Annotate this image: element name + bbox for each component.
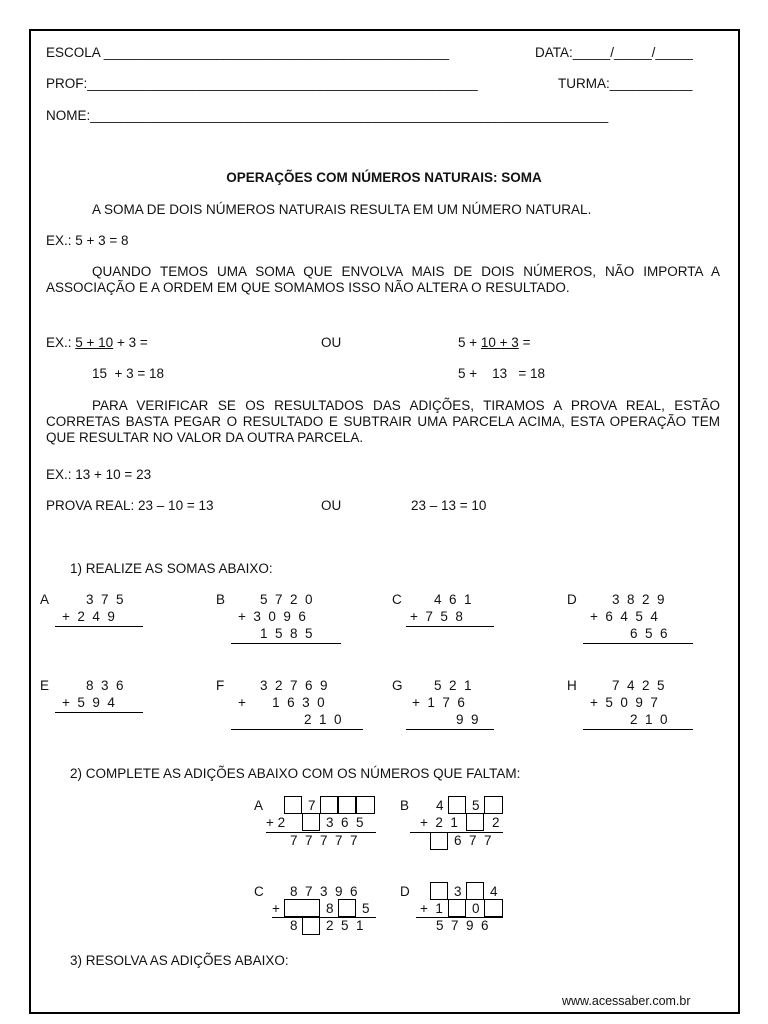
fill-c-blank[interactable]	[284, 899, 320, 917]
question-1-title: 1) REALIZE AS SOMAS ABAIXO:	[70, 561, 273, 576]
item-d-row2: + 6 4 5 4	[590, 609, 658, 624]
fill-d-row1-mid: 3	[454, 884, 462, 899]
item-d-row1: 3 8 2 9	[612, 592, 665, 607]
item-a-row1: 3 7 5	[86, 592, 124, 607]
fill-d-blank[interactable]	[466, 882, 484, 900]
proof-ou: OU	[321, 498, 342, 513]
proof-left: PROVA REAL: 23 – 10 = 13	[46, 498, 214, 513]
fill-b-blank[interactable]	[466, 813, 484, 831]
fill-b-row2-right: 2	[492, 815, 500, 830]
item-b-label: B	[216, 592, 226, 607]
fill-c-row2-mid: 8	[326, 901, 334, 916]
fill-a-label: A	[254, 798, 264, 813]
item-c-row2: + 7 5 8	[410, 609, 463, 624]
fill-d-blank[interactable]	[430, 882, 448, 900]
example-2-right-result: 5 + 13 = 18	[458, 366, 546, 381]
fill-a-row2-left: + 2	[266, 815, 286, 830]
fill-b-blank[interactable]	[484, 796, 503, 814]
item-h-row2: + 5 0 9 7	[590, 695, 658, 710]
item-h-label: H	[567, 678, 577, 693]
page-title: OPERAÇÕES COM NÚMEROS NATURAIS: SOMA	[226, 170, 542, 185]
item-d-rule	[583, 643, 693, 644]
item-a-label: A	[40, 592, 50, 607]
fill-d-row2-left: + 1	[420, 901, 443, 916]
fill-d-row1-right: 4	[490, 884, 498, 899]
item-d-row3: 6 5 6	[630, 626, 668, 641]
item-f-row2: + 1 6 3 0	[238, 695, 325, 710]
fill-c-result-right: 2 5 1	[326, 918, 364, 933]
fill-a-blank[interactable]	[356, 796, 375, 814]
question-2-title: 2) COMPLETE AS ADIÇÕES ABAIXO COM OS NÚMEROS QUE FALTAM:	[70, 766, 521, 781]
item-g-row1: 5 2 1	[434, 678, 472, 693]
item-f-row3: 2 1 0	[304, 712, 342, 727]
fill-b-result: 6 7 7	[454, 833, 492, 848]
item-b-row2: + 3 0 9 6	[238, 609, 306, 624]
item-g-label: G	[392, 678, 403, 693]
fill-b-blank[interactable]	[448, 796, 466, 814]
fill-d-row2-mid: 0	[472, 901, 480, 916]
name-field: NOME:_____________________________________________________________________	[46, 108, 609, 123]
item-h-rule	[583, 729, 693, 730]
fill-a-blank[interactable]	[302, 813, 320, 831]
fill-c-row2-plus: +	[272, 901, 280, 916]
item-b-row1: 5 7 2 0	[260, 592, 313, 607]
question-3-title: 3) RESOLVA AS ADIÇÕES ABAIXO:	[70, 953, 289, 968]
proof-right: 23 – 13 = 10	[411, 498, 487, 513]
item-g-row3: 9 9	[456, 712, 479, 727]
fill-b-blank[interactable]	[430, 832, 448, 850]
item-e-row1: 8 3 6	[86, 678, 124, 693]
fill-b-row1-left: 4	[436, 798, 444, 813]
item-c-row1: 4 6 1	[434, 592, 472, 607]
fill-c-label: C	[254, 884, 264, 899]
item-e-row2: + 5 9 4	[62, 695, 115, 710]
item-e-label: E	[40, 678, 50, 693]
item-b-row3: 1 5 8 5	[260, 626, 313, 641]
school-field: ESCOLA ______________________________________________	[46, 45, 450, 60]
item-e-rule	[55, 712, 143, 713]
example-3: EX.: 13 + 10 = 23	[46, 467, 152, 482]
example-1: EX.: 5 + 3 = 8	[46, 233, 129, 248]
item-a-rule	[55, 626, 143, 627]
item-c-label: C	[392, 592, 402, 607]
fill-c-blank[interactable]	[302, 917, 320, 935]
fill-c-blank[interactable]	[338, 899, 356, 917]
example-2-left: EX.: 5 + 10 + 3 =	[46, 335, 148, 350]
date-field: DATA:_____/_____/_____	[535, 45, 693, 60]
fill-c-row2-right: 5	[362, 901, 370, 916]
example-2-left-result: 15 + 3 = 18	[92, 366, 165, 381]
teacher-field: PROF:____________________________________________________	[46, 76, 478, 91]
item-g-rule	[406, 729, 494, 730]
fill-c-result-left: 8	[290, 918, 298, 933]
fill-a-blank[interactable]	[320, 796, 338, 814]
fill-d-blank[interactable]	[448, 899, 466, 917]
item-g-row2: + 1 7 6	[412, 695, 465, 710]
item-h-row1: 7 4 2 5	[612, 678, 665, 693]
item-f-row1: 3 2 7 6 9	[260, 678, 328, 693]
example-2-ou: OU	[321, 335, 342, 350]
fill-a-result: 7 7 7 7 7	[290, 833, 358, 848]
fill-a-blank[interactable]	[338, 796, 356, 814]
fill-b-row1-right: 5	[472, 798, 480, 813]
fill-a-row1-digit: 7	[308, 798, 316, 813]
fill-a-blank[interactable]	[284, 796, 302, 814]
fill-d-label: D	[400, 884, 410, 899]
fill-a-row2-right: 3 6 5	[326, 815, 364, 830]
item-b-rule	[231, 643, 341, 644]
item-f-label: F	[216, 678, 225, 693]
fill-c-row1: 8 7 3 9 6	[290, 884, 358, 899]
item-d-label: D	[567, 592, 577, 607]
associative-paragraph: QUANDO TEMOS UMA SOMA QUE ENVOLVA MAIS DE DOIS NÚMEROS, NÃO IMPORTA A ASSOCIAÇÃO E A ORDEM EM QUE SOMAMOS ISSO NÃO ALTERA O RESULTADO.	[46, 264, 720, 295]
intro-text: A SOMA DE DOIS NÚMEROS NATURAIS RESULTA EM UM NÚMERO NATURAL.	[92, 202, 592, 217]
fill-b-label: B	[400, 798, 410, 813]
fill-b-row2-left: + 2 1	[420, 815, 458, 830]
class-field: TURMA:___________	[558, 76, 693, 91]
fill-d-result: 5 7 9 6	[436, 918, 489, 933]
item-h-row3: 2 1 0	[630, 712, 668, 727]
example-2-right: 5 + 10 + 3 =	[458, 335, 531, 350]
fill-d-blank[interactable]	[484, 899, 503, 917]
item-a-row2: + 2 4 9	[62, 609, 115, 624]
proof-paragraph: PARA VERIFICAR SE OS RESULTADOS DAS ADIÇÕES, TIRAMOS A PROVA REAL, ESTÃO CORRETAS BASTA PEGAR O RESULTADO E SUBTRAIR UMA PARCELA ACIMA, ESTA OPERAÇÃO TEM QUE RESULTAR NO VALOR DA OUTRA PARCELA.	[46, 398, 720, 445]
item-f-rule	[231, 729, 363, 730]
item-c-rule	[406, 626, 494, 627]
footer-website: www.acessaber.com.br	[562, 994, 691, 1008]
